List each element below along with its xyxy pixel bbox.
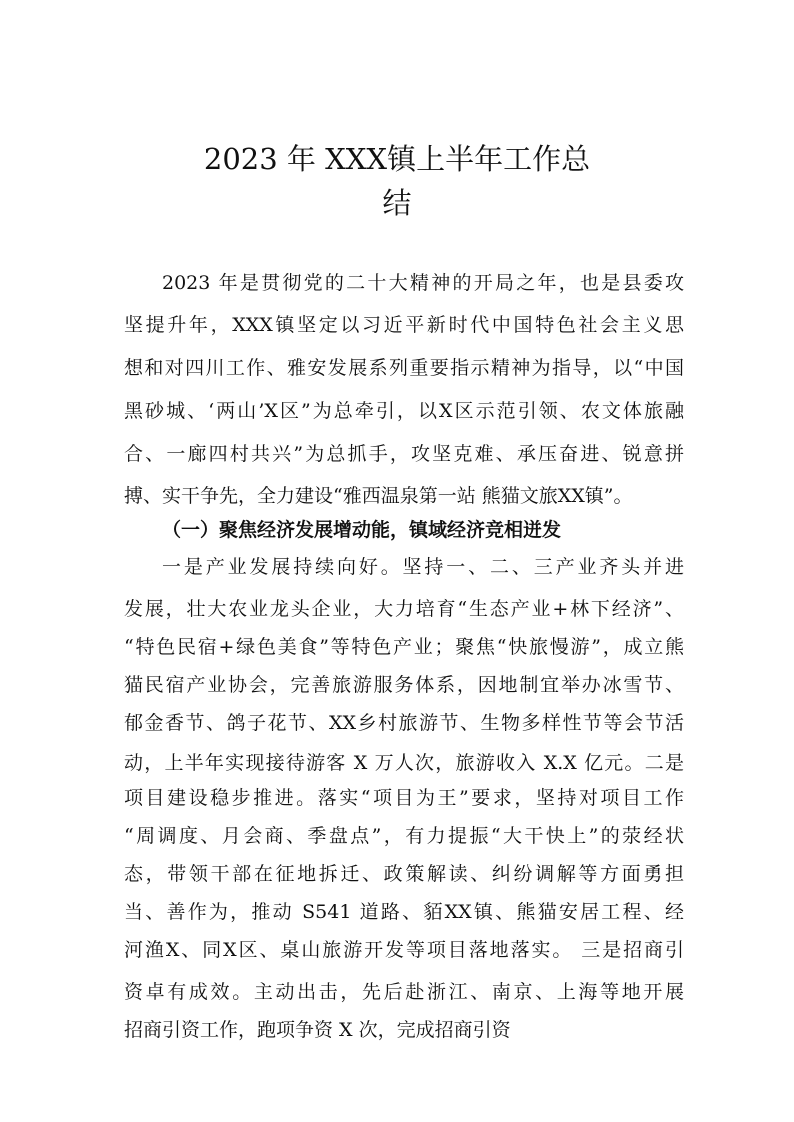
paragraph-line: 坚提升年，XXX镇坚定以习近平新时代中国特色社会主义思 — [124, 314, 684, 336]
paragraph-line: 合、一廊四村共兴”为总抓手，攻坚克难、承压奋进、锐意拼 — [124, 443, 684, 465]
document-title-line-2: 结 — [382, 186, 412, 220]
paragraph-line: 黑砂城、‘两山’X区”为总牵引，以X区示范引领、农文体旅融 — [124, 400, 684, 422]
paragraph-line: 猫民宿产业协会，完善旅游服务体系，因地制宜举办冰雪节、 — [124, 674, 684, 696]
paragraph-line: 想和对四川工作、雅安发展系列重要指示精神为指导，以“中国 — [124, 357, 684, 379]
document-title-line-1: 2023 年 XXX镇上半年工作总 — [203, 142, 591, 176]
paragraph-line: 招商引资工作，跑项争资 X 次，完成招商引资 — [124, 1019, 511, 1041]
paragraph-line: 郁金香节、鸽子花节、XX乡村旅游节、生物多样性节等会节活 — [124, 712, 684, 734]
paragraph-line: 态，带领干部在征地拆迁、政策解读、纠纷调解等方面勇担 — [124, 863, 684, 885]
paragraph-line: “特色民宿+绿色美食”等特色产业；聚焦“快旅慢游”，成立熊 — [124, 636, 684, 658]
paragraph-line: 河渔X、同X区、桌山旅游开发等项目落地落实。 三是招商引 — [124, 939, 684, 961]
paragraph-line: 发展，壮大农业龙头企业，大力培育“生态产业+林下经济”、 — [124, 598, 684, 620]
paragraph-line: 2023 年是贯彻党的二十大精神的开局之年，也是县委攻 — [162, 272, 684, 294]
paragraph-line: 搏、实干争先，全力建设“雅西温泉第一站 熊猫文旅XX镇”。 — [124, 485, 633, 507]
paragraph-line: “周调度、月会商、季盘点”，有力提振“大干快上”的荥经状 — [124, 825, 684, 847]
paragraph-line: 资卓有成效。主动出击，先后赴浙江、南京、上海等地开展 — [124, 981, 684, 1003]
paragraph-line: 动，上半年实现接待游客 X 万人次，旅游收入 X.X 亿元。二是 — [124, 752, 684, 774]
section-heading: （一）聚焦经济发展增动能，镇域经济竞相迸发 — [162, 519, 562, 541]
paragraph-line: 一是产业发展持续向好。坚持一、二、三产业齐头并进 — [162, 556, 684, 578]
paragraph-line: 当、善作为，推动 S541 道路、貊XX镇、熊猫安居工程、经 — [124, 901, 684, 923]
paragraph-line: 项目建设稳步推进。落实“项目为王”要求，坚持对项目工作 — [124, 787, 684, 809]
